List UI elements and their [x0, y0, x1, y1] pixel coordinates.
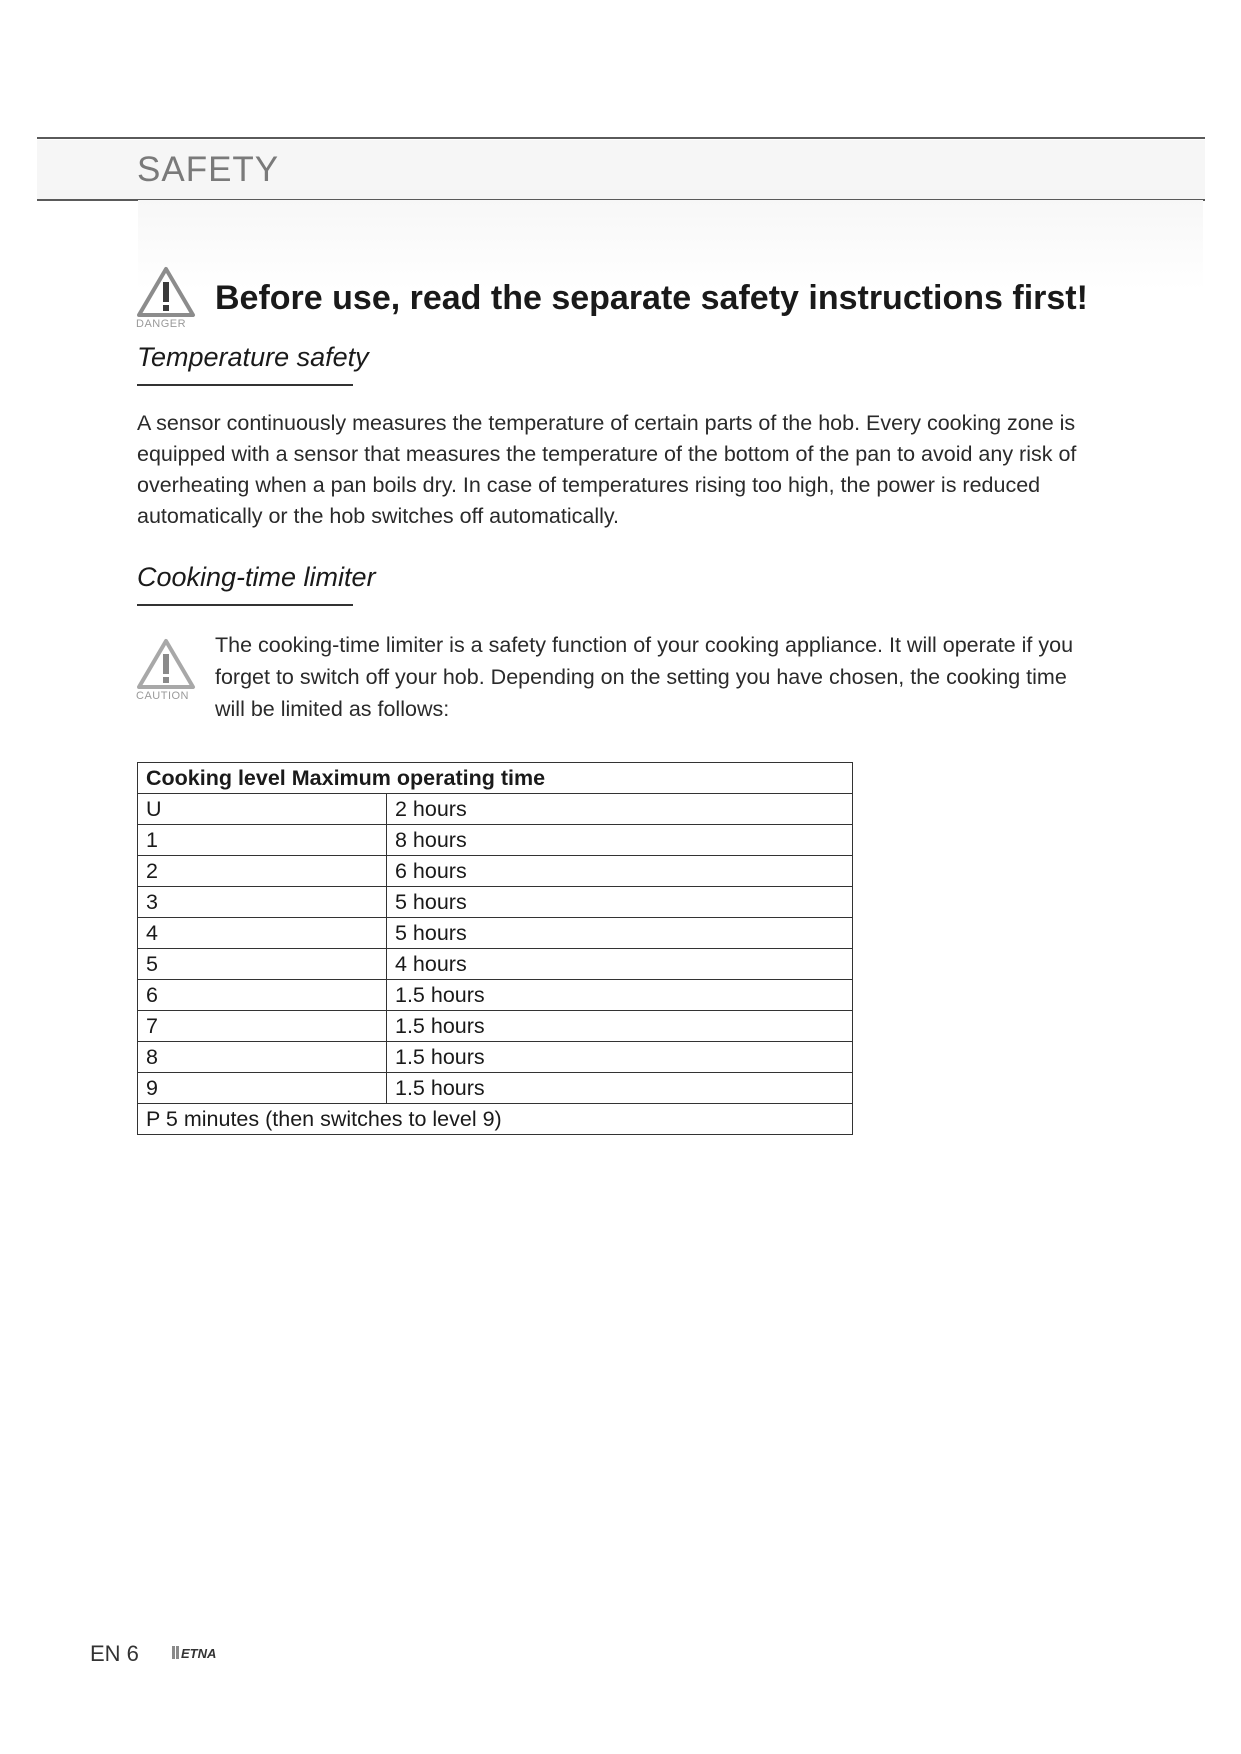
cooking-level-cell: 2 — [138, 856, 387, 887]
table-row — [138, 794, 853, 825]
heading-band — [138, 200, 1203, 290]
cooking-level-cell: 1 — [138, 825, 387, 856]
operating-time-cell: 6 hours — [387, 856, 853, 887]
operating-time-cell: 1.5 hours — [387, 1042, 853, 1073]
table-row — [138, 949, 853, 980]
table-footer-cell: P 5 minutes (then switches to level 9) — [138, 1104, 853, 1135]
cooking-time-table — [137, 762, 853, 1135]
operating-time-cell: 5 hours — [387, 887, 853, 918]
table-row — [138, 1042, 853, 1073]
table-row — [138, 1011, 853, 1042]
table-row — [138, 887, 853, 918]
danger-warning-icon — [136, 266, 196, 318]
operating-time-cell: 1.5 hours — [387, 1011, 853, 1042]
operating-time-cell: 1.5 hours — [387, 980, 853, 1011]
cooking-time-limiter-text: The cooking-time limiter is a safety function of your cooking appliance. It will operate if you forget to switch off your hob. Depending on the setting you have chosen, the cooking time will be limited as follows: — [215, 633, 1074, 721]
table-footer-row — [138, 1104, 853, 1135]
page-number: EN 6 — [90, 1641, 139, 1666]
cooking-time-limiter-underline — [137, 604, 353, 606]
cooking-level-cell: 8 — [138, 1042, 387, 1073]
operating-time-cell: 5 hours — [387, 918, 853, 949]
table-row — [138, 825, 853, 856]
cooking-level-cell: 6 — [138, 980, 387, 1011]
table-header-row — [138, 763, 853, 794]
cooking-time-limiter-heading: Cooking-time limiter — [137, 562, 376, 592]
table-row — [138, 856, 853, 887]
main-heading: Before use, read the separate safety instructions first! — [215, 279, 1088, 317]
cooking-level-cell: 9 — [138, 1073, 387, 1104]
temperature-safety-text: A sensor continuously measures the temperature of certain parts of the hob. Every cooking zone is equipped with a sensor that measures the temperature of the bottom of the pan to avoid any risk of overheating when a pan boils dry. In case of temperatures rising too high, the power is reduced automatically or the hob switches off automatically. — [137, 411, 1077, 528]
etna-logo-text: ETNA — [181, 1646, 217, 1661]
table-row — [138, 980, 853, 1011]
page-title: SAFETY — [137, 150, 280, 189]
danger-label: DANGER — [136, 318, 187, 330]
cooking-level-cell: U — [138, 794, 387, 825]
operating-time-cell: 8 hours — [387, 825, 853, 856]
operating-time-cell: 4 hours — [387, 949, 853, 980]
cooking-level-cell: 3 — [138, 887, 387, 918]
top-rule — [37, 137, 1205, 139]
table-row — [138, 918, 853, 949]
cooking-level-cell: 7 — [138, 1011, 387, 1042]
operating-time-cell: 2 hours — [387, 794, 853, 825]
table-row — [138, 1073, 853, 1104]
table-header-cell: Cooking level Maximum operating time — [138, 763, 853, 794]
etna-logo — [172, 1643, 224, 1663]
caution-warning-icon — [136, 638, 196, 690]
caution-label: CAUTION — [136, 690, 189, 702]
temperature-safety-heading: Temperature safety — [137, 342, 369, 372]
temperature-safety-underline — [137, 384, 353, 386]
cooking-level-cell: 4 — [138, 918, 387, 949]
operating-time-cell: 1.5 hours — [387, 1073, 853, 1104]
cooking-level-cell: 5 — [138, 949, 387, 980]
